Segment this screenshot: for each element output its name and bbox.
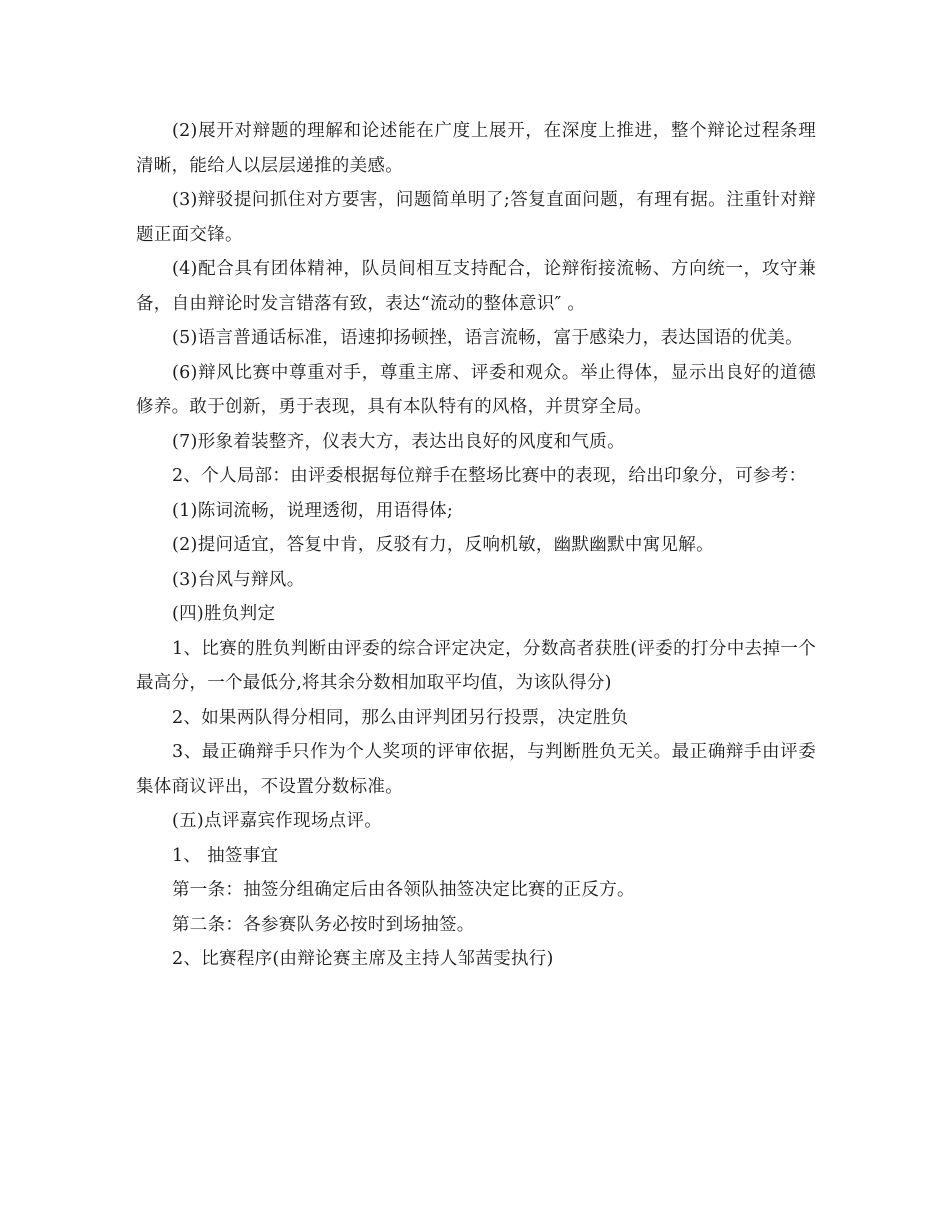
- paragraph-individual-section: 2、个人局部：由评委根据每位辩手在整场比赛中的表现，给出印象分，可参考：: [172, 466, 807, 486]
- paragraph-judgment-2: 2、如果两队得分相同，那么由评判团另行投票，决定胜负: [172, 707, 629, 728]
- paragraph-individual-criteria-3: (3)台风与辩风。: [172, 569, 305, 590]
- paragraph-team-criteria-4: (4)配合具有团体精神，队员间相互支持配合，论辩衔接流畅、方向统一，攻守兼备，自由辩论时发言错落有致，表达“流动的整体意识″ 。: [136, 259, 816, 314]
- paragraph-team-criteria-5: (5)语言普通话标准，语速抑扬顿挫，语言流畅，富于感染力，表达国语的优美。: [172, 328, 803, 348]
- paragraph-team-criteria-6: (6)辩风比赛中尊重对手，尊重主席、评委和观众。举止得体，显示出良好的道德修养。敢于创新，勇于表现，具有本队特有的风格，并贯穿全局。: [136, 362, 816, 417]
- document-body: [136, 114, 816, 977]
- section-heading-procedure: 2、比赛程序(由辩论赛主席及主持人邹茜雯执行): [172, 949, 554, 969]
- paragraph-judgment-1: 1、比赛的胜负判断由评委的综合评定决定，分数高者获胜(评委的打分中去掉一个最高分，一个最低分,将其余分数相加取平均值，为该队得分): [136, 638, 816, 693]
- paragraph-draw-article-2: 第二条：各参赛队务必按时到场抽签。: [172, 914, 475, 935]
- paragraph-team-criteria-7: (7)形象着装整齐，仪表大方，表达出良好的风度和气质。: [172, 431, 625, 452]
- paragraph-judgment-3: 3、最正确辩手只作为个人奖项的评审依据，与判断胜负无关。最正确辩手由评委集体商议评出，不设置分数标准。: [136, 742, 816, 797]
- paragraph-individual-criteria-1: (1)陈词流畅，说理透彻，用语得体;: [172, 500, 454, 521]
- section-heading-draw: 1、 抽签事宜: [172, 845, 279, 866]
- paragraph-individual-criteria-2: (2)提问适宜，答复中肯，反驳有力，反响机敏，幽默幽默中寓见解。: [172, 535, 714, 555]
- paragraph-team-criteria-3: (3)辩驳提问抓住对方要害，问题简单明了;答复直面问题，有理有据。注重针对辩题正面交锋。: [136, 190, 816, 245]
- section-heading-judgment: (四)胜负判定: [172, 604, 276, 624]
- section-heading-commentary: (五)点评嘉宾作现场点评。: [172, 811, 383, 831]
- paragraph-draw-article-1: 第一条：抽签分组确定后由各领队抽签决定比赛的正反方。: [172, 880, 635, 900]
- paragraph-team-criteria-2: (2)展开对辩题的理解和论述能在广度上展开，在深度上推进，整个辩论过程条理清晰，能给人以层层递推的美感。: [136, 121, 816, 176]
